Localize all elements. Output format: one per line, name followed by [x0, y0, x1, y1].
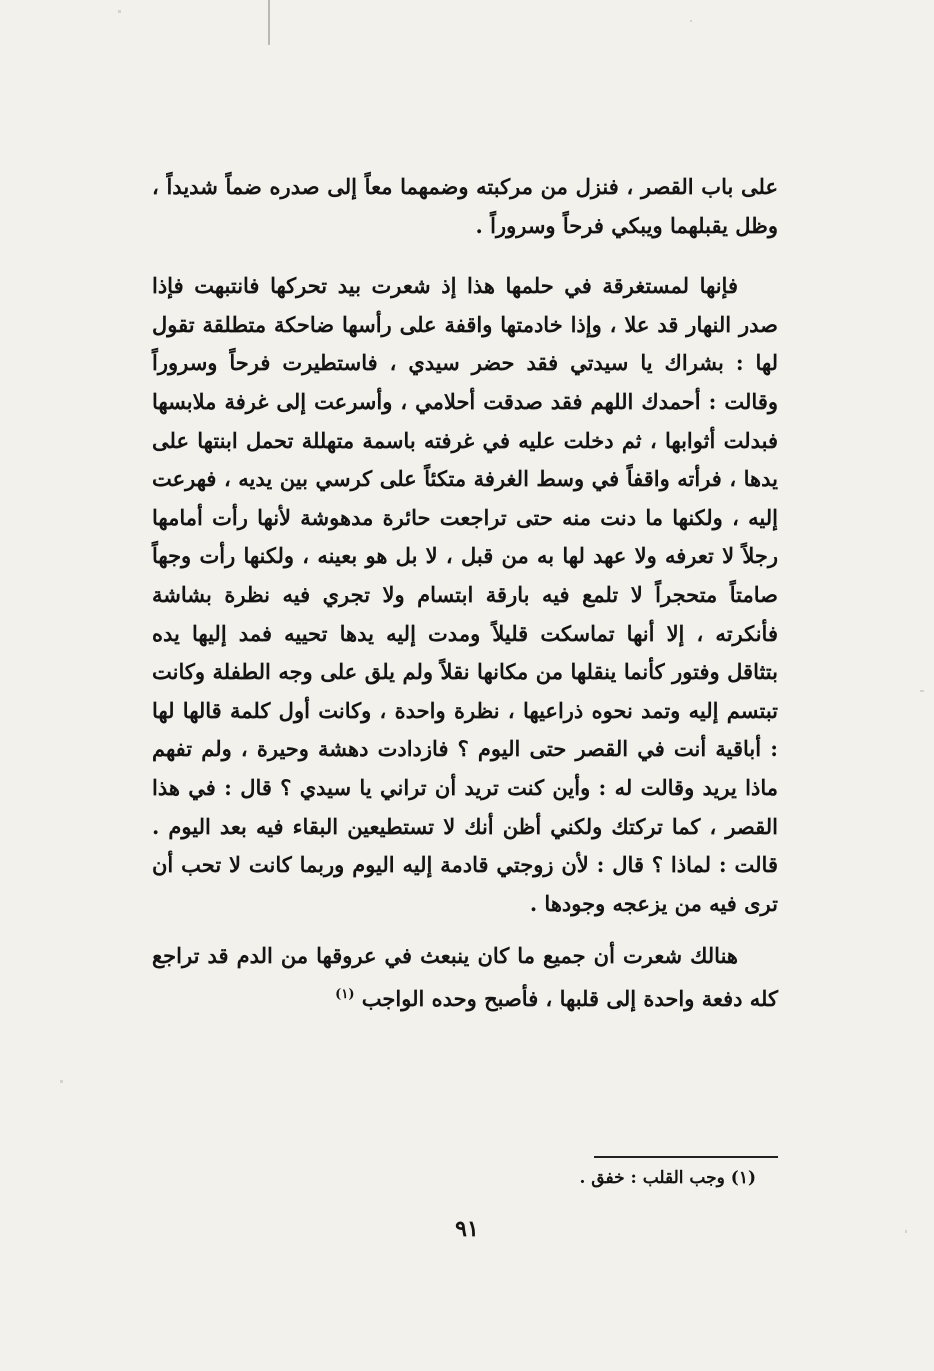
footnote-marker: (١)	[335, 986, 355, 1002]
paragraph-2: فإنها لمستغرقة في حلمها هذا إذ شعرت بيد تحركها فانتبهت فإذا صدر النهار قد علا ، وإذا خادمتها واقفة على رأسها ضاحكة متطلقة تقول لها : بشراك يا سيدتي فقد حضر سيدي ، فاستطيرت فرحاً وسروراً وقالت : أحمدك اللهم فقد صدقت أحلامي ، وأسرعت إلى غرفة ملابسها فبدلت أثوابها ، ثم دخلت عليه في غرفته باسمة متهللة تحمل ابنتها على يدها ، فرأته واقفاً في وسط الغرفة متكئاً على كرسي بين يديه ، فهرعت إليه ، ولكنها ما دنت منه حتى تراجعت حائرة مدهوشة لأنها رأت أمامها رجلاً لا تعرفه ولا عهد لها به من قبل ، لا بل هو بعينه ، ولكنها رأت وجهاً صامتاً متحجراً لا تلمع فيه بارقة ابتسام ولا تجري فيه نظرة بشاشة فأنكرته ، إلا أنها تماسكت قليلاً ومدت إليه يدها تحييه فمد إليها يده بتثاقل وفتور كأنما ينقلها من مكانها نقلاً ولم يلق على وجه الطفلة وكانت تبتسم إليه وتمد نحوه ذراعيها ، نظرة واحدة ، وكانت أول كلمة قالها لها : أباقية أنت في القصر حتى اليوم ؟ فازدادت دهشة وحيرة ، ولم تفهم ماذا يريد وقالت له : وأين كنت تريد أن تراني يا سيدي ؟ قال : في هذا القصر ، كما تركتك ولكني أظن أنك لا تستطيعين البقاء فيه بعد اليوم . قالت : لماذا ؟ قال : لأن زوجتي قادمة إليه اليوم وربما كانت لا تحب أن ترى فيه من يزعجه وجودها .	[152, 273, 778, 916]
body-text	[152, 168, 778, 1018]
scan-speck	[690, 20, 692, 22]
footnote-text: (١) وجب القلب : خفق .	[579, 1168, 756, 1188]
footnote-divider	[594, 1156, 778, 1158]
scan-speck	[905, 1230, 907, 1233]
paragraph-3	[152, 937, 778, 1018]
scan-artifact-line	[268, 0, 270, 45]
page-number: ٩١	[455, 1216, 479, 1242]
scan-speck	[118, 10, 121, 13]
paragraph-3-text: هنالك شعرت أن جميع ما كان ينبعث في عروقها من الدم قد تراجع كله دفعة واحدة إلى قلبها ، فأصبح وحده الواجب	[152, 943, 778, 1011]
scan-speck	[920, 690, 924, 692]
paragraph-1: على باب القصر ، فنزل من مركبته وضمهما معاً إلى صدره ضماً شديداً ، وظل يقبلهما ويبكي فرحاً وسروراً .	[152, 174, 778, 238]
scan-speck	[60, 1080, 63, 1083]
